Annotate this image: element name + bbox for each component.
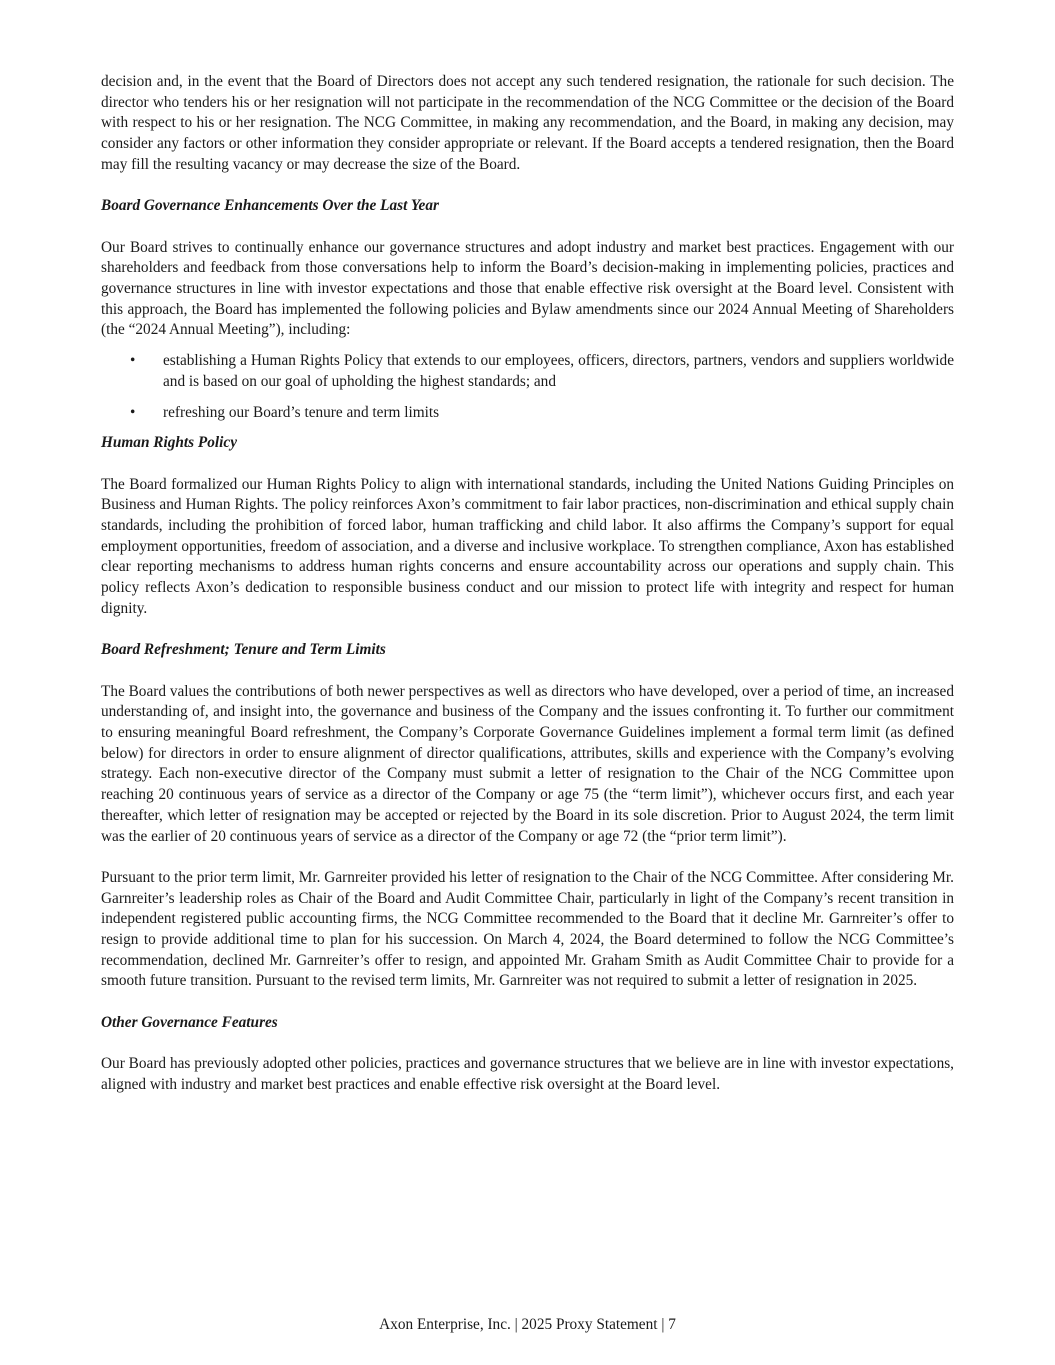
refreshment-paragraph-1: The Board values the contributions of both newer perspectives as well as directors who have developed, over a period of time, an increased understanding of, and insight into, the governance and business of the Company and the issues confronting it. To further our commitment to ensuring meaningful Board refreshment, the Company’s Corporate Governance Guidelines implement a formal term limit (as defined below) for directors in order to ensure alignment of director qualifications, attributes, skills and experience with the Company’s evolving strategy. Each non-executive director of the Company must submit a letter of resignation to the Chair of the NCG Committee upon reaching 20 continuous years of service as a director of the Company or age 75 (the “term limit”), whichever occurs first, and each year thereafter, which letter of resignation may be accepted or rejected by the Board in its sole discretion. Prior to August 2024, the term limit was the earlier of 20 continuous years of service as a director of the Company or age 72 (the “prior term limit”).	[101, 682, 954, 845]
intro-paragraph: decision and, in the event that the Board of Directors does not accept any such tendered resignation, the rationale for such decision. The director who tenders his or her resignation will not participate in the recommendation of the NCG Committee or the decision of the Board with respect to his or her resignation. The NCG Committee, in making any recommendation, and the Board, in making any decision, may consider any factors or other information they consider appropriate or relevant. If the Board accepts a tendered resignation, then the Board may fill the resulting vacancy or may decrease the size of the Board.	[101, 73, 954, 173]
list-item	[101, 351, 954, 392]
list-item	[101, 403, 954, 424]
heading-governance-enhancements: Board Governance Enhancements Over the Last Year	[101, 197, 439, 215]
page-footer: Axon Enterprise, Inc. | 2025 Proxy Statement | 7	[379, 1316, 676, 1333]
enhancements-list	[101, 351, 954, 423]
heading-board-refreshment: Board Refreshment; Tenure and Term Limits	[101, 641, 386, 659]
enhancements-paragraph: Our Board strives to continually enhance our governance structures and adopt industry and market best practices. Engagement with our shareholders and feedback from those conversations help to inform the Board’s decision-making in implementing policies, practices and governance structures in line with investor expectations and those that enable effective risk oversight at the Board level. Consistent with this approach, the Board has implemented the following policies and Bylaw amendments since our 2024 Annual Meeting of Shareholders (the “2024 Annual Meeting”), including:	[101, 238, 954, 339]
heading-human-rights-policy: Human Rights Policy	[101, 434, 237, 452]
list-item-text: establishing a Human Rights Policy that extends to our employees, officers, directors, partners, vendors and suppliers worldwide and is based on our goal of upholding the highest standards; and	[163, 352, 954, 390]
other-governance-paragraph: Our Board has previously adopted other policies, practices and governance structures that we believe are in line with investor expectations, aligned with industry and market best practices and enable effective risk oversight at the Board level.	[101, 1055, 954, 1093]
document-page	[101, 72, 954, 1096]
heading-other-governance: Other Governance Features	[101, 1013, 278, 1031]
list-item-text: refreshing our Board’s tenure and term limits	[163, 403, 440, 421]
human-rights-paragraph: The Board formalized our Human Rights Policy to align with international standards, including the United Nations Guiding Principles on Business and Human Rights. The policy reinforces Axon’s commitment to fair labor practices, non-discrimination and ethical supply chain standards, including the prohibition of forced labor, human trafficking and child labor. It also affirms the Company’s support for equal employment opportunities, freedom of association, and a diverse and inclusive workplace. To strengthen compliance, Axon has established clear reporting mechanisms to address human rights concerns and ensure accountability across our operations and supply chain. This policy reflects Axon’s dedication to responsible business conduct and our mission to protect life with integrity and respect for human dignity.	[101, 475, 954, 617]
bullet-icon: •	[130, 403, 136, 421]
bullet-icon: •	[130, 352, 136, 370]
refreshment-paragraph-2: Pursuant to the prior term limit, Mr. Garnreiter provided his letter of resignation to the Chair of the NCG Committee. After considering Mr. Garnreiter’s leadership roles as Chair of the Board and Audit Committee Chair, particularly in light of the Company’s recent transition in independent registered public accounting firms, the NCG Committee recommended to the Board that it decline Mr. Garnreiter’s offer to resign to provide additional time to plan for his succession. On March 4, 2024, the Board determined to follow the NCG Committee’s recommendation, declined Mr. Garnreiter’s offer to resign, and appointed Mr. Graham Smith as Audit Committee Chair to provide for a smooth future transition. Pursuant to the revised term limits, Mr. Garnreiter was not required to submit a letter of resignation in 2025.	[101, 868, 954, 990]
